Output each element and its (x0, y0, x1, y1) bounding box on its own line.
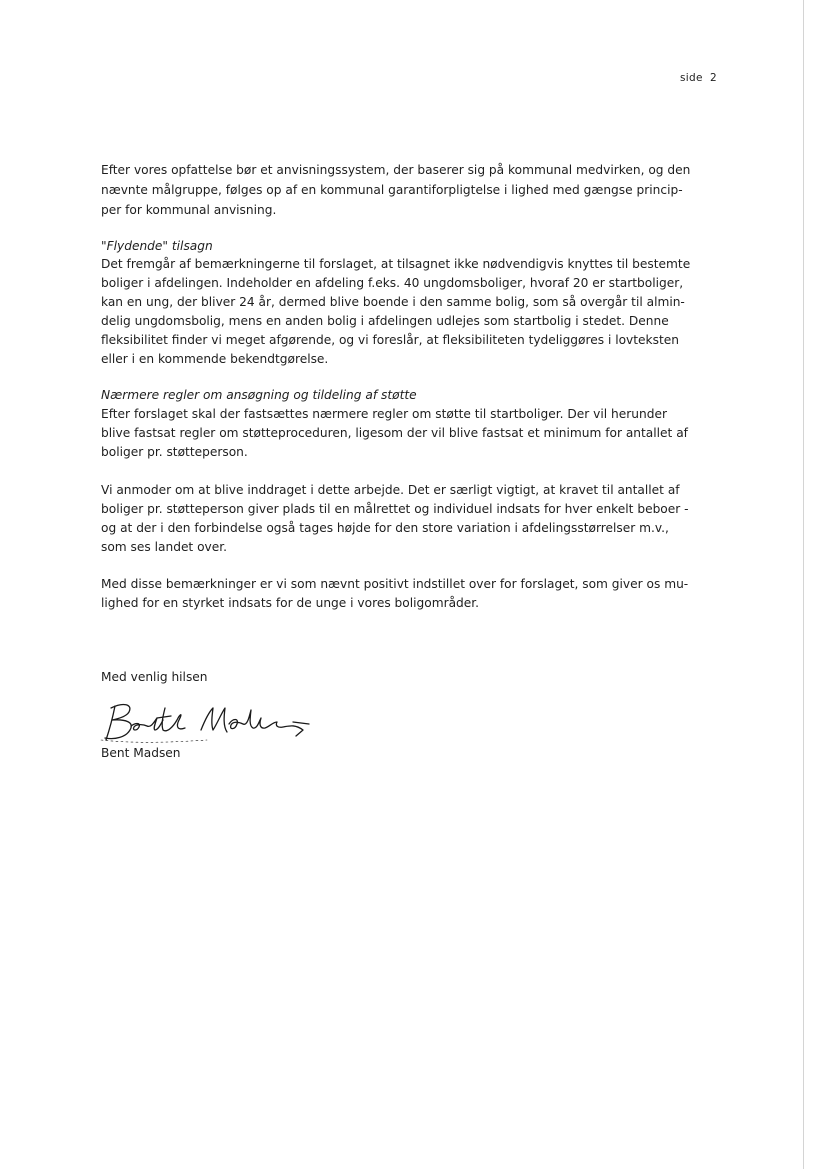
scan-edge-line (803, 0, 804, 1169)
paragraph-4-line-1: Vi anmoder om at blive inddraget i dette arbejde. Det er særligt vigtigt, at kravet til antallet af (101, 483, 680, 497)
signer-name: Bent Madsen (101, 746, 181, 760)
closing-greeting: Med venlig hilsen (101, 670, 208, 684)
paragraph-2-line-2: boliger i afdelingen. Indeholder en afdeling f.eks. 40 ungdomsboliger, hvoraf 20 er startboliger, (101, 276, 684, 290)
section-heading-flydende-tilsagn: "Flydende" tilsagn (101, 239, 213, 253)
paragraph-2-line-3: kan en ung, der bliver 24 år, dermed blive boende i den samme bolig, som så overgår til almin- (101, 295, 685, 309)
paragraph-1-line-3: per for kommunal anvisning. (101, 203, 277, 217)
page-number: side 2 (680, 72, 717, 84)
paragraph-3-line-3: boliger pr. støtteperson. (101, 445, 248, 459)
paragraph-2-line-6: eller i en kommende bekendtgørelse. (101, 352, 329, 366)
paragraph-4-line-4: som ses landet over. (101, 540, 228, 554)
paragraph-4-line-3: og at der i den forbindelse også tages højde for den store variation i afdelingsstørrelser m.v., (101, 521, 669, 535)
paragraph-2-line-5: fleksibilitet finder vi meget afgørende, og vi foreslår, at fleksibiliteten tydeliggøres i lovteksten (101, 333, 679, 347)
paragraph-3-line-2: blive fastsat regler om støtteproceduren, ligesom der vil blive fastsat et minimum for antallet af (101, 426, 688, 440)
paragraph-3-line-1: Efter forslaget skal der fastsættes nærmere regler om støtte til startboliger. Der vil herunder (101, 407, 667, 421)
paragraph-2-line-4: delig ungdomsbolig, mens en anden bolig i afdelingen udlejes som startbolig i stedet. Denne (101, 314, 669, 328)
paragraph-2-line-1: Det fremgår af bemærkningerne til forslaget, at tilsagnet ikke nødvendigvis knyttes til bestemte (101, 257, 691, 271)
paragraph-4-line-2: boliger pr. støtteperson giver plads til en målrettet og individuel indsats for hver enkelt beboer - (101, 502, 689, 516)
handwritten-signature (97, 700, 317, 748)
section-heading-regler-om-ansoegning: Nærmere regler om ansøgning og tildeling af støtte (101, 388, 417, 402)
paragraph-5-line-2: lighed for en styrket indsats for de unge i vores boligområder. (101, 596, 480, 610)
paragraph-1-line-2: nævnte målgruppe, følges op af en kommunal garantiforpligtelse i lighed med gængse princip- (101, 183, 683, 197)
paragraph-5-line-1: Med disse bemærkninger er vi som nævnt positivt indstillet over for forslaget, som giver os mu- (101, 577, 689, 591)
paragraph-1-line-1: Efter vores opfattelse bør et anvisningssystem, der baserer sig på kommunal medvirken, og den (101, 163, 691, 177)
